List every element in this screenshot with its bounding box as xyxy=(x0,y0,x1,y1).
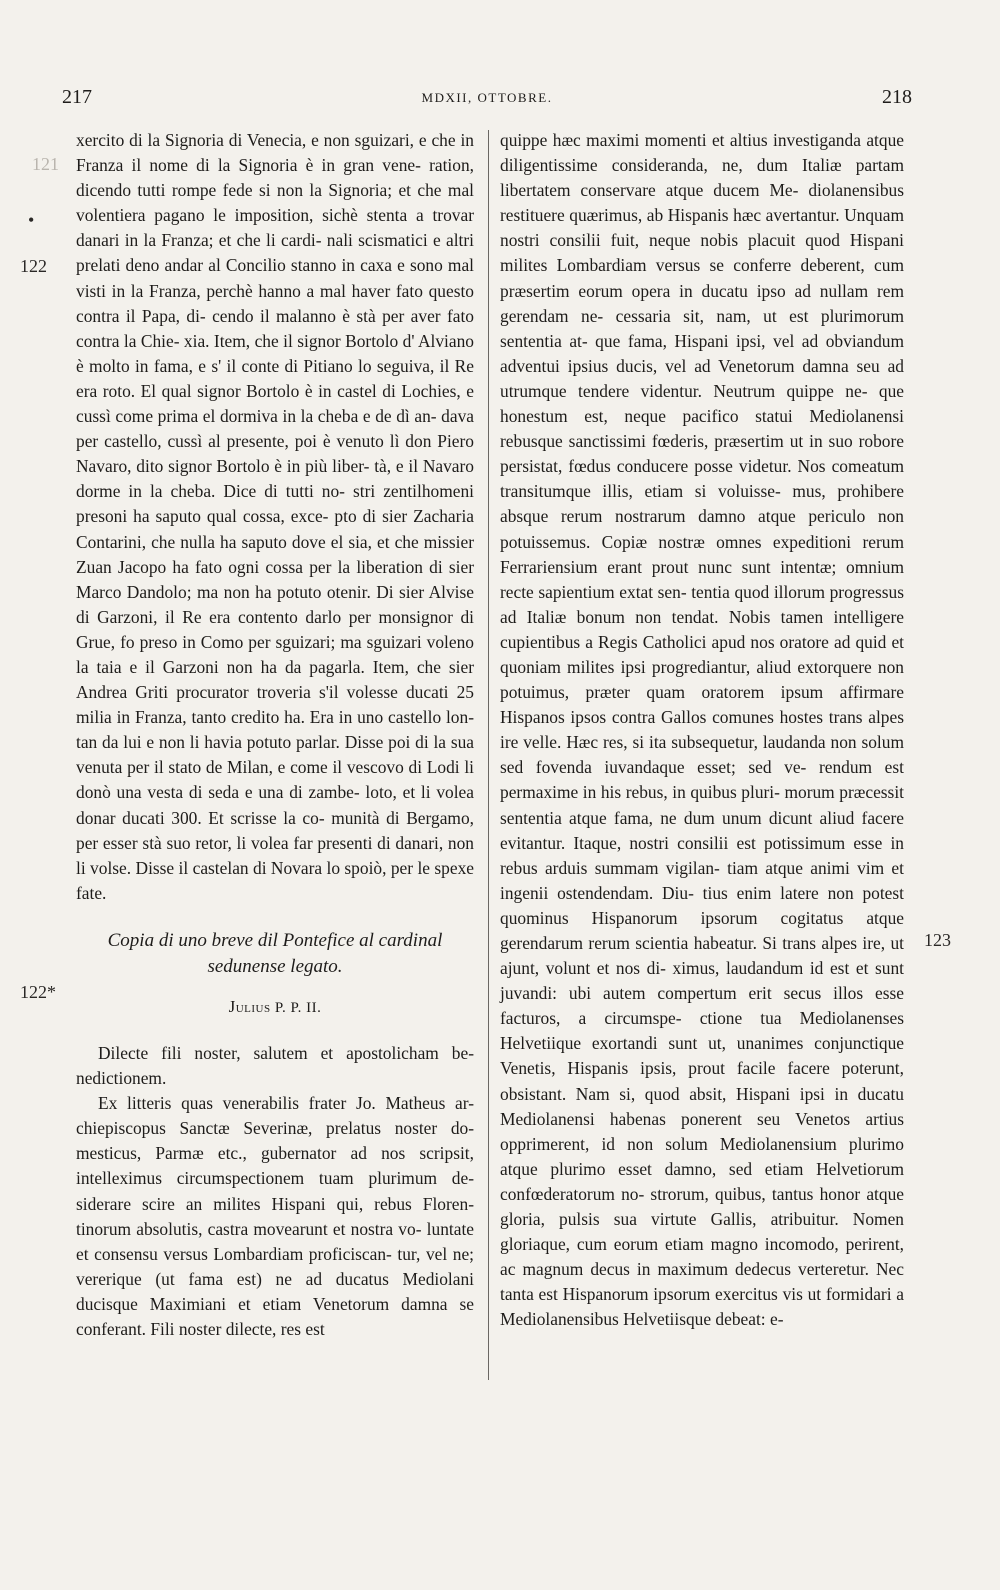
column-divider xyxy=(488,130,489,1380)
signature-initial: J xyxy=(228,996,236,1016)
margin-number-faint: 121 xyxy=(32,154,59,174)
running-title: MDXII, OTTOBRE. xyxy=(421,90,553,105)
right-column xyxy=(500,128,904,1333)
left-column xyxy=(76,128,474,1342)
left-paragraph-1: xercito di la Signoria di Venecia, e non sguizari, e che in Franza il nome di la Signoria è in gran vene- ration, dicendo tutti rompe fede si non la Signoria; et che mal volentiera pagano le imposition, sichè stenta a trovar danari in la Franza; et che li cardi- nali scismatici e altri prelati deno andar al Concilio stanno in caxa e sono mal visti in la Franza, perchè hanno a mal haver fato questo contra il Papa, di- cendo il malanno è stà per aver fato contra la Chie- xia. Item, che il signor Bortolo d' Alviano è molto in fama, e s' il conte di Pitiano lo seguiva, il Re era roto. El qual signor Bortolo è in castel di Lochies, e cussì come prima el dormiva in la cheba e de dì an- dava per castello, cussì al presente, poi è venuto lì don Piero Navaro, dito signor Bortolo è in più liber- tà, e il Navaro dorme in la cheba. Dice di tutti no- stri zentilhomeni presoni ha saputo qual cossa, exce- pto di sier Zacharia Contarini, che nulla ha saputo dove el sia, et che missier Zuan Jacopo ha fato ogni cossa per la liberation di sier Marco Dandolo; ma non ha potuto otenir. Di sier Alvise di Garzoni, il Re era contento darlo per monsignor di Grue, fo preso in Como per sguizari; ma sguizari voleno la taia e il Garzoni non ha da pagarla. Item, che sier Andrea Griti procurator troveria s'il volesse ducati 25 milia in Franza, tanto credito ha. Era in uno castello lon- tan da lui e non li havia potuto parlar. Disse poi di la sua venuta per il stato de Milan, e come il vescovo di Lodi li donò una vesta di seda e una di zambe- loto, et li volea donar ducati 300. Et scrisse la co- munità di Bergamo, per esser stà suo retor, li volea far presenti di danari, non li volse. Disse il castelan di Novara lo spoiò, per le spexe fate. xyxy=(76,130,474,903)
salutation: Dilecte fili noster, salutem et apostolicham be- nedictionem. xyxy=(76,1043,474,1089)
page-number-left: 217 xyxy=(62,86,92,108)
margin-number-122: 122 xyxy=(20,256,47,276)
section-heading xyxy=(76,928,474,980)
papal-signature xyxy=(76,994,474,1021)
page-header xyxy=(62,86,912,116)
right-paragraph: quippe hæc maximi momenti et altius investiganda atque diligentissime consideranda, ne, dum Italiæ partam libertatem conservare atque ducem Me- diolanensibus restituere quærimus, ab Hispanis hæc avertantur. Unquam nostri consilii fuit, neque nobis placuit quod Hispani milites Lombardiam versus se conferre deberent, cum præsertim eorum opera in ducatu ipso ad nullam rem gerendam ne- cessaria sit, nam, ut est plurimorum sententia at- que fama, Hispani ipsi, vel ad obviandum adventui ipsius ducis, vel ad Venetorum damna seu ad utrumque tendere videntur. Neutrum quippe ne- que honestum est, neque pacifico statui Mediolanensi rebusque sanctissimi fœderis, præsertim ut in suo robore persistat, fœdus conducere posse videtur. Nos comeatum transitumque illis, etiam si voluisse- mus, prohibere absque rerum nostrarum damno atque periculo non potuissemus. Copiæ nostræ omnes expeditioni rerum Ferrariensium erant prout nunc sunt intentæ; omnium recte sapientium extat sen- tentia quod illorum progressus ad Italiæ bonum non tendat. Nobis tamen intelligere cupientibus a Regis Catholici apud nos oratore ad quid et quoniam milites ipsi progrediantur, aliud extorquere non potuimus, præter quam oratorem ipsum affirmare Hispanos ipsos contra Gallos comunes hostes trans alpes ire velle. Hæc res, si ita subsequetur, laudanda non solum sed fovenda iuvandaque esset; sed ve- rendum est permaxime in his rebus, in quibus pluri- morum præcessit sententia atque fama, ne dum unum dicunt aliud facere evitantur. Itaque, nostri consilii est potissimum esse in rebus arduis summam vigilan- tiam atque animi vim et ingenii ostendendam. Diu- tius enim latere non potest quominus Hispanorum ipsorum cogitatus atque gerendarum rerum scientia habeatur. Si trans alpes ire, ut ajunt, volunt et nos di- ximus, laudandum id est et sunt juvandi: ubi autem compertum erit secus illos esse facturos, a circumspe- ctione tua Mediolanenses Helvetiique exortandi sunt ut, unanimes conjunctique Venetis, Hispanis ipsis, prout facile facere poterunt, obsistant. Nam si, quod absit, Hispani ipsi in ducatu Mediolanensi habenas ponerent seu Venetos artius opprimerent, id non solum Mediolanensium plurimo atque plurimo esset damno, sed etiam Helvetiorum confœderatorum no- strorum, quibus, tantus honor atque gloria, pulsis sua virtute Gallis, atribuitur. Nomen gloriaque, cum eorum etiam magno incomodo, perirent, ac magnum decus in maximum dedecus verteretur. Nec tanta est Hispanorum ipsorum exercitus vis ut formidari a Mediolanensibus Helvetiisque debeat: e- xyxy=(500,130,904,1330)
margin-number-123: 123 xyxy=(924,930,951,950)
margin-mark: • xyxy=(28,210,35,230)
left-paragraph-2: Ex litteris quas venerabilis frater Jo. Matheus ar- chiepiscopus Sanctæ Severinæ, prelatus noster do- mesticus, Parmæ etc., gubernator ad nos scripsit, intelleximus circumspectionem tuam plurimum de- siderare scire an milites Hispani qui, rebus Floren- tinorum absolutis, castra movearunt et nostra vo- luntate et consensu versus Lombardiam proficiscan- tur, vel ne; vererique (ut fama est) ne ad ducatus Mediolani ducisque Maximiani et etiam Venetorum damna se conferant. Fili noster dilecte, res est xyxy=(76,1093,474,1340)
section-heading-line-2: sedunense legato. xyxy=(207,955,343,977)
section-heading-line-1: Copia di uno breve dil Pontefice al cardinal xyxy=(107,929,443,951)
page-number-right: 218 xyxy=(882,86,912,108)
margin-number-122-star: 122* xyxy=(20,982,56,1002)
signature-rest: ulius P. P. II. xyxy=(235,999,322,1016)
